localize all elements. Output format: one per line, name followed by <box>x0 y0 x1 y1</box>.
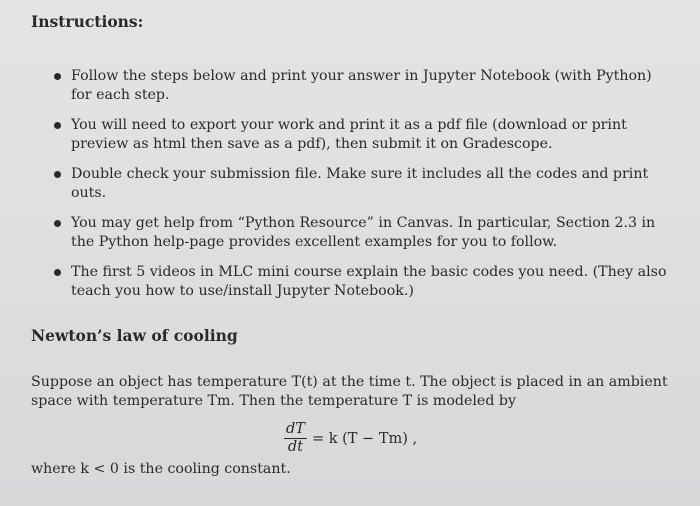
fraction-numerator: dT <box>286 421 305 437</box>
section-title: Newton’s law of cooling <box>31 326 238 345</box>
bullet-text: The first 5 videos in MLC mini course explain the basic codes you need. (They also teach you how to use/install Jupyter Notebook.) <box>71 264 667 299</box>
fraction-denominator: dt <box>287 439 304 455</box>
instructions-heading: Instructions: <box>31 12 144 31</box>
list-item <box>52 165 672 203</box>
derivative-fraction <box>284 421 307 456</box>
list-item <box>52 67 672 105</box>
bullet-text: Double check your submission file. Make sure it includes all the codes and print outs. <box>71 166 649 201</box>
bullet-text: You will need to export your work and print it as a pdf file (download or print preview as html then save as a pdf), then submit it on Gradescope. <box>71 117 627 152</box>
bullet-text: You may get help from “Python Resource” in Canvas. In particular, Section 2.3 in the Python help-page provides excellent examples for you to follow. <box>71 215 656 250</box>
list-item <box>52 263 672 301</box>
bullet-icon <box>54 122 61 129</box>
constant-note: where k < 0 is the cooling constant. <box>31 461 291 477</box>
list-item <box>52 116 672 154</box>
bullet-text: Follow the steps below and print your answer in Jupyter Notebook (with Python) for each step. <box>71 68 652 103</box>
bullet-icon <box>54 171 61 178</box>
cooling-equation <box>284 421 417 456</box>
model-paragraph: Suppose an object has temperature T(t) at the time t. The object is placed in an ambient space with temperature Tm. Then the temperature T is modeled by <box>31 374 668 409</box>
bullet-icon <box>54 220 61 227</box>
bullet-icon <box>54 269 61 276</box>
instructions-list <box>52 67 672 312</box>
list-item <box>52 214 672 252</box>
equation-rhs: = k (T − Tm) , <box>311 430 418 447</box>
bullet-icon <box>54 73 61 80</box>
